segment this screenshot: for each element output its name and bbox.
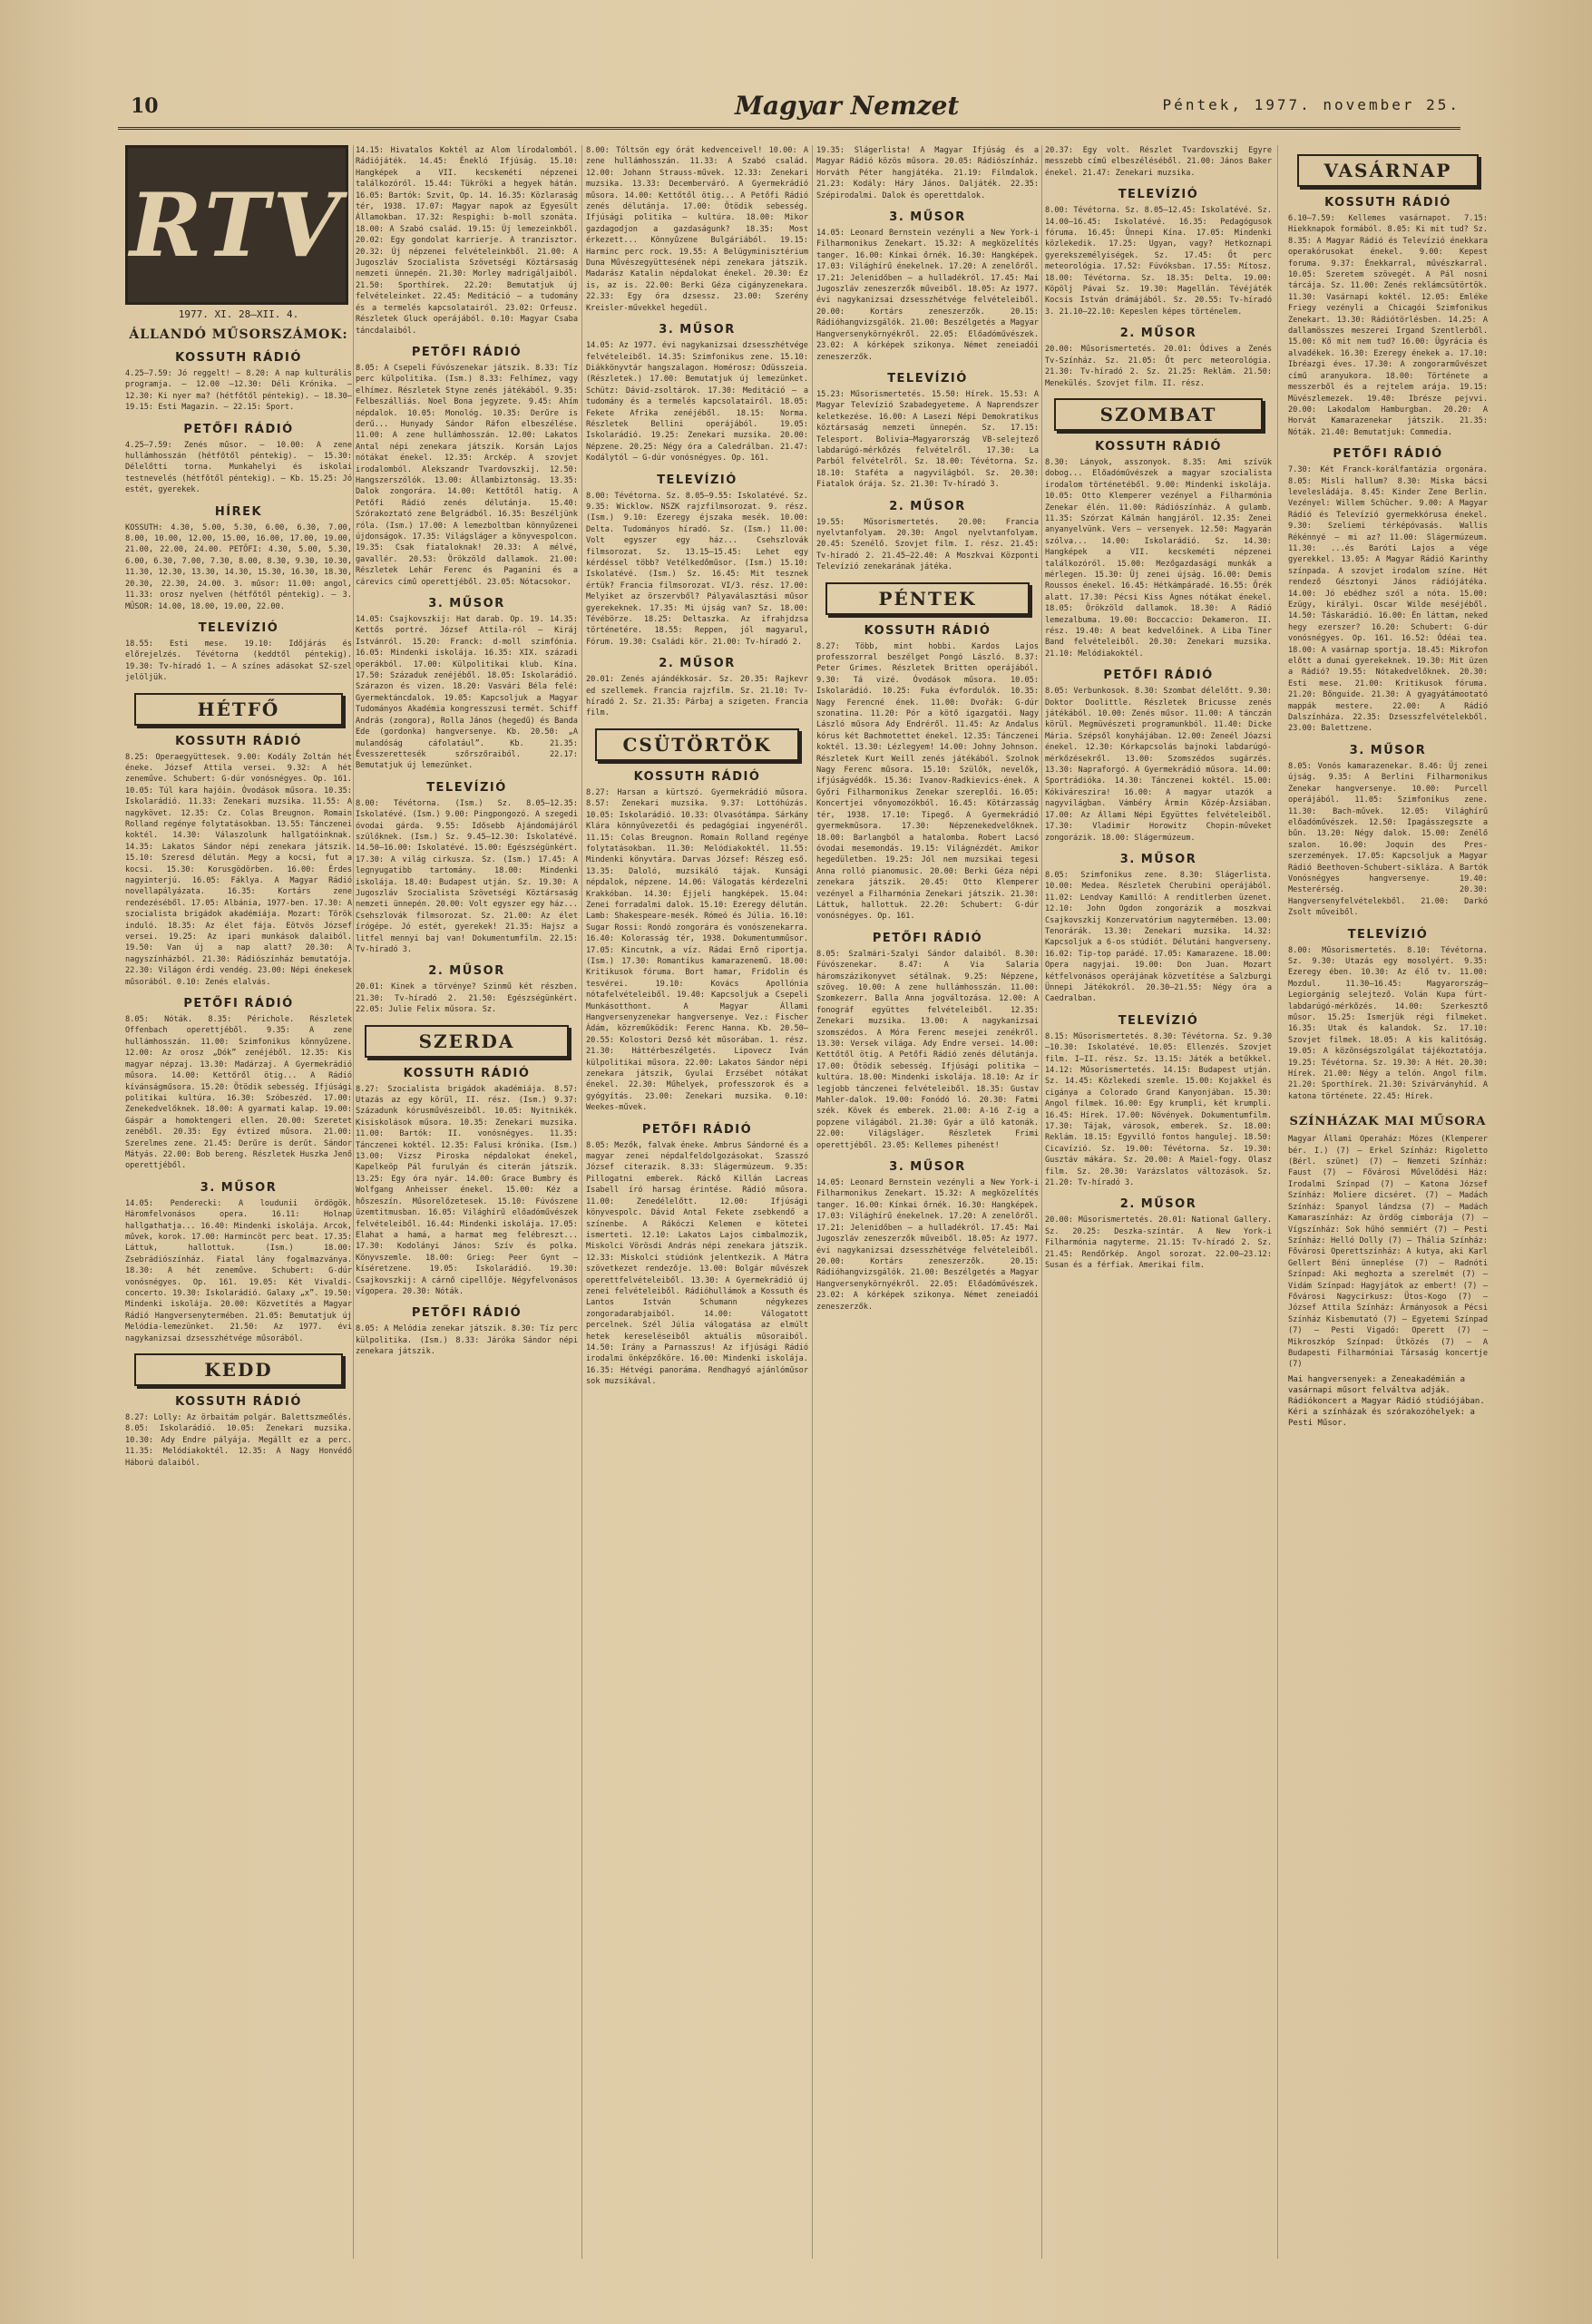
program-listing: 8.05: Szalmári-Szalyi Sándor dalaiból. 8.30: Fúvószenekar. 8.47: A Via Salaria háromszázikonyvet sétálnak. 9.25: Népzene, szöveg. 10.00: A zene hullámhosszán. 11.00: Szomkezerr. Balla Anna jogváltozása. 12.00: A fonográf együttes felvételeiből. 12.35: Zenekari muzsika. 13.00: A nagykanizsai szomszédos. A Móra Ferenc mesejei zenékről. 13.30: Versek világa. Ady Endre versei. 14.00: Kettőtől ötig. A Petőfi Rádió zenés délutánja. 17.00: Ötödik sebesség. Ifjúsági politika — kultúra. 18.00: Mindenki iskolája. 18.10: Az ír legjobb tánczenei felvételeiből. 18.35: Gustav Mahler-dalok. 19.00: Fonódó ló. 20.30: Fatmi szék. Kövek és emberek. 21.00: A-16 Z-ig a popzene világából. 21.30: Gyár a ülő katonák. 22.00: Világsláger. Részletek Frimi operettjéből. 23.05: Kellemes pihenést! [816, 949, 1039, 1150]
section-heading: PETŐFI RÁDIÓ [411, 345, 523, 359]
program-listing: 8.15: Műsorismertetés. 8.30: Tévétorna. Sz. 9.30—10.30: Iskolatévé. 10.05: Ellenzés. Szovjet film. I—II. rész. Sz. 13.15: Játék a betűkkel. 14.12: Műsorismertetés. 14.15: Budapest utján. Sz. 14.45: Közlekedi szemle. 15.00: Kojakkel és cigánya a Colorado Grand Kanyonjában. 15.30: Angol filmek. 16.00: Egy krumpli, két krumpli. 16.45: Hírek. 17.00: Növények. Dokumentumfilm. 17.30: Tájak, városok, emberek. Sz. 18.00: Reklám. 18.15: Egyvilló fontos hangulej. 18.50: Cicavízió. Sz. 19.00: Tévétorna. Sz. 19.30: Gusztáv mákára. Sz. 20.00: A Maiel-fogy. Olasz film. Sz. 20.30: Varázslatos változások. Sz. 21.20: Tv-híradó 3. [1045, 1031, 1272, 1188]
section-heading: PETŐFI RÁDIÓ [183, 422, 294, 436]
section-heading: PETŐFI RÁDIÓ [1103, 669, 1214, 683]
program-listing: 14.15: Hivatalos Koktél az Alom lírodalomból. Rádiójáték. 14.45: Énekló Ifjúság. 15.10: Hangképek a VII. kecskeméti népzenei találkozóról. 15.44: Tükröki a hegyek hátán. 16.05: Bartók: Szvit, Op. 14. 16.35: Közlaraság tér, 1938. 17.07: Magyar napok az Egyesült Államokban. 17.32: Respighi: b-moll szonáta. 18.00: A Szabó család. 19.15: Új lemezeinkből. 20.02: Egy gondolat karrierje. A tranzisztor. 20.32: Új népzenei felvételeinkből. 21.00: A Jugoszláv Szocialista Szövetségi Köztársaság nemzeti ünnepén. 21.30: Morley madrigáljaiból. 21.50: Sporthírek. 22.20: Bemutatjuk új felvételeinket. 22.45: Meditáció — a tudomány és a termelés kapcsolatairól. 23.02: Orfeusz. Részletek Gluck operájából. 0.10: Magyar Csaba táncdalaiból. [356, 146, 578, 336]
day-title-thursday: CSÜTÖRTÖK [595, 728, 799, 761]
program-listing: 8.05: A Csepeli Fúvószenekar játszik. 8.33: Tíz perc külpolitika. (Ism.) 8.33: Felhímez, vagy elhímez. Részletek Styne zenés játékából. 9.35: Felbeszálliás. Noel Bona jegyzete. 9.45: Ahím népdalok. 10.05: Monológ. 10.35: Derűre is derű... Hunyady Sándor Ráfon elbeszélése. 11.00: A zene hullámhosszán. 12.00: Lakatos Antal népi zenekara játszik. Korsán Lajos nótákat énekel. 12.35: Arckép. A szovjet irodalomból. Alekszandr Tvardovszkij. 12.50: Hangszerszólók. 13.00: Állambiztonság. 13.35: Dalok zongorára. 14.00: Kettőtől hatig. A Petőfi Rádió zenés délutánja. 15.40: Szórakoztató zene Belgrádból. 16.35: Beszéljünk róla. (Ism.) 17.00: A lemezboltban könnyűzenei újdonságok. 17.35: Világsláger a könyvespolcon. 19.35: Csak fiataloknak! 20.33: A mélvé, gavallér. 20.53: Örökzöld dallamok. 21.00: Részletek Lehár Ferenc és Paganini és a cárevics című operettjéből. 23.05: Nótacsokor. [356, 363, 578, 587]
section-heading: HÍREK [214, 504, 263, 519]
program-listing: 8.30: Lányok, asszonyok. 8.35: Ami szívük dobog... Előadóművészek a magyar szocialista irodalom történetéből. 9.00: Mindenki iskolája. 10.05: Otto Klemperer vezényel a Filharmónia Zenekar élén. 11.00: Rádiószínház. A gulamb. 11.35: Szórzat Kálmán hangjáról. 12.35: Zenei anyanyelvünk. Vers — versenyek. 12.50: Magyarán szólva... 14.00: Iskolarádió. Sz. 14.30: Hangképek a VII. kecskeméti népzenei találkozóról. 15.00: Mezőgazdasági munkák a mérlegen. 15.30: Üj zenei újság. 16.00: Demis Roussos énekel. 16.45: Hétkámpáradé. 16.55: Őrék alatt. 17.30: Pécsi Kiss Ágnes nótákat énekel. 18.05: Örökzöld dallamok. 18.30: A Rádió lemezalbuma. 19.00: Boccaccio: Dekameron. II. rész. 19.40: A beat kedvelőinek. A Liba Tiner Band felvételeiből. 20.30: Zenekari muzsika. 21.10: Melódiakoktél. [1045, 457, 1272, 659]
theatre-listing: Magyar Állami Operaház: Mózes (Klemperer bér. I.) (7) — Erkel Színház: Rigoletto (Bérl. szünet) (7) — Nemzeti Színház: Faust (7) — Fővárosi Művelődési Ház: Irodalmi Színpad (7) — Katona József Színház: Moliere dicséret. (7) — Madách Színház: Spanyol lándzsa (7) — Madách Kamaraszínház: Az ördög cimborája (7) — Vígszínház: Sok hűhó semmiért (7) — Pesti Színház: Helló Dolly (7) — Thália Színház: Fővárosi Operettszínház: A kutya, aki Karl Gellert Béni ünneplése (7) — Radnóti Színpad: Aki meghozta a szerelmét (7) — Vidám Színpad: Hagyjátok az embert! (7) — Fővárosi Nagycirkusz: Ütos-Kogo (7) — József Attila Színház: Ármányosok a Pécsi Színház Kisbemutató (7) — Egyetemi Színpad (7) — Pesti Vigadó: Operett (7) — Mikroszkóp Színpad: Ütközés (7) — A Budapesti Filharmóniai Társaság koncertje (7) [1288, 1135, 1488, 1370]
day-title-monday: HÉTFŐ [134, 693, 343, 726]
day-title-sunday: VASÁRNAP [1297, 154, 1479, 187]
column-rule [581, 145, 582, 2259]
section-heading: 2. MŰSOR [659, 657, 736, 671]
section-heading: PETŐFI RÁDIÓ [183, 997, 294, 1011]
program-listing: 8.05: Vonós kamarazenekar. 8.46: Üj zenei újság. 9.35: A Berlini Filharmonikus Zenekar hangversenye. 10.00: Purcell operájából. 11.05: Szimfonikus zene. 11.30: Bach-művek. 12.05: Világhírű előadóművészek. 12.50: Ipagásszegszte a bűn. 13.20: Négy dalok. 15.00: Zenélő szalon. 16.00: Joquin des Pres-szerzemények. 17.05: Kapcsoljuk a Magyar Rádió Beethoven-Schubert-sikláza. A Bartók Vonósnégyes hangversenye. 19.40: Mesterérség. 20.30: Hangversenyfelvételekből. 21.00: Darkó Zsolt műveiből. [1288, 761, 1488, 918]
issue-date: Péntek, 1977. november 25. [1162, 96, 1460, 113]
theatre-heading: SZÍNHÁZAK MAI MŰSORA [1289, 1115, 1487, 1129]
section-heading: KOSSUTH RÁDIÓ [864, 623, 991, 638]
program-listing: 8.05: Nóták. 8.35: Périchole. Részletek Offenbach operettjéből. 9.35: A zene hullámhosszán. 11.00: Szimfonikus könnyűzene. 12.00: Az orosz „Dók” zenéjéből. 12.35: Kis magyar népzaj. 13.30: Madárzaj. A Gyermekrádió műsora. 14.00: Kettőről ötig... A Rádió kívánságműsora. 15.20: Ötödik sebesség. Ifjúsági politikai kultúra. 16.30: Szóbeszéd. 17.00: Zenekedvelőknek. 18.00: A gyarmati kalap. 19.00: Gáspár a homoktengeri ellen. 20.00: Szeretet zenéből. 20.35: Egy évtized műsora. 21.00: Szerelmes zene. 21.45: Derűre is derűt. Sándor Mátyás. 22.00: Bob bereng. Részletek Huszka Jenő operettjéből. [125, 1015, 352, 1171]
fixed-programs-heading: ÁLLANDÓ MŰSORSZÁMOK: [129, 327, 348, 342]
program-listing: 15.23: Műsorismertetés. 15.50: Hírek. 15.53: A Magyar Televízió Szabadegyeteme. A Naprendszer keletkezése. 16.00: A Lasezi Népi Demokratikus köztársaság nemzeti ünnepén. Sz. 17.15: Telesport. Bolivia—Magyarország VB-selejtező labdarúgó-mérkőzés felvételről. 17.30: La Parból felvételről. Sz. 18.00: Tévétorna. Sz. 18.10: Staféta a nagyvilágból. Sz. 20.30: Fiatalok órája. Sz. 21.30: Tv-híradó 3. [816, 389, 1039, 490]
column-rule [1277, 145, 1278, 2259]
column-rule [812, 145, 813, 2259]
program-listing: 4.25—7.59: Jó reggelt! — 8.20: A nap kulturális programja. — 12.00 —12.30: Déli Krónika. — 12.30: Ki nyer ma? (hétfőtől péntekig). — 18.30—19.15: Esti Magazin. — 22.15: Sport. [125, 369, 352, 413]
program-listing: 8.00: Műsorismertetés. 8.10: Tévétorna. Sz. 9.30: Utazás egy mosolyért. 9.35: Ezeregy ében. 10.30: Az élő tv. 11.00: Mozdul. 11.30—16.45: Magyarország—Legiorgánig selejtező. Volán Kupa fúrt-labdarúgó-mérkőzés. 14.00: Szerkesztő műsor. 15.25: Ismerjük régi filmeket. 16.35: Utak és kalandok. Sz. 17.10: Szovjet filmek. 18.05: A kis kalitóság. 19.05: A közönségszolgálat tájékoztatója. 19.25: Tévétorna. Sz. 19.30: A Hét. 20.30: Hírek. 21.00: Négy a telón. Angol film. 21.20: Sporthírek. 21.30: Szivárványhíd. A katona története. 22.45: Hírek. [1288, 945, 1488, 1101]
column-2 [356, 145, 578, 2286]
page-header [118, 87, 1460, 130]
section-heading: 3. MŰSOR [428, 597, 505, 611]
program-listing: 8.05: Szimfonikus zene. 8.30: Slágerlista. 10.00: Medea. Részletek Cherubini operájából. 11.02: Lendvay Kamilló: A renditlerben üzenet. 12.10: John Ogdon zongorázik a moszkvai Csajkovszkij Konzervatórium nagytermében. 13.00: Tenorárák. 13.30: Zenekari muzsika. 14.32: Kapcsoljuk a 6-os stúdiót. Délutáni hangverseny. 16.02: Tip-top parádé. 17.05: Kamarazene. 18.00: Opera nagyjai. 19.00: Don Juan. Mozart kétfelvonásos operájának közvetítése a Salzburgi Ünnepi Játékokról. 20.30—21.55: Négy óra a Caedralban. [1045, 870, 1272, 1004]
program-listing: 20.00: Műsorismertetés. 20.01: National Gallery. Sz. 20.25: Deszka-színtár. A New York-i Filharmónia nagyterme. 21.15: Tv-híradó 2. Sz. 21.45: Rendőrkép. Angol sorozat. 22.00—23.12: Susan és a férfiak. Amerikai film. [1045, 1216, 1272, 1271]
program-listing: 8.00: Tóltsön egy órát kedvenceivel! 10.00: A zene hullámhosszán. 11.33: A Szabó család. 12.00: Johann Strauss-művek. 12.33: Zenekari muzsika. 13.33: Decemberváró. A Gyermekrádió műsora. 14.00: Kettőtől ötig... A Petőfi Rádió zenés délutánja. 17.00: Ötödik sebesség. Ifjúsági politika — kultúra. 18.00: Mikor gazdagodjon a gazdaságunk? 18.35: Most érkezett... Könnyűzene Bulgáriából. 19.15: Harminc perc rock. 19.55: A Belügyminisztérium Duna Művészegyüttesének népi zenekara játszik. Madarász Katalin népdalokat énekel. 20.30: Ez is, az is. 22.00: Berki Géza cigányzenekara. 22.33: Egy óra dzsessz. 23.00: Szerény Kreisler-művekkel hegedül. [586, 146, 808, 313]
program-listing: 8.27: Lolly: Az örbaitám polgár. Balettszmeőlés. 8.05: Iskolarádió. 10.05: Zenekari muzsika. 10.30: Ady Endre pályája. Megállt ez a perc. 11.35: Melódiakoktél. 12.35: A Nagy Honvédő Háború dalaiból. [125, 1413, 352, 1468]
column-rule [1041, 145, 1042, 2259]
rtv-issue: 1977. XI. 28—XII. 4. [178, 308, 299, 320]
program-listing: KOSSUTH: 4.30, 5.00, 5.30, 6.00, 6.30, 7.00, 8.00, 10.00, 12.00, 15.00, 16.00, 17.00, 19.00, 21.00, 22.00, 24.00. PETŐFI: 4.30, 5.00, 5.30, 6.00, 6.30, 7.00, 7.30, 8.00, 8.30, 9.30, 10.30, 11.30, 12.30, 13.30, 14.30, 15.30, 16.30, 18.30, 20.30, 22.30, 24.00. 3. műsor: 11.00: angol, 11.33: orosz nyelven (hétfőtől péntekig). — 3. MŰSOR: 14.00, 18.00, 19.00, 22.00. [125, 522, 352, 611]
program-listing: 20.37: Egy volt. Részlet Tvardovszkij Egyre messzebb című elbeszéléséből. 21.00: János Baker énekel. 21.47: Zenekari muzsika. [1045, 146, 1272, 178]
program-listing: 14.05: Penderecki: A loudunii ördögök. Háromfelvonásos opera. 16.11: Holnap hallgathatja... 16.40: Mindenki iskolája. Arcok, művek, korok. 17.00: Harmincöt perc beat. 17.35: Láttuk, hallottuk. (Ism.) 18.00: Zsebrádiószínház. Fiatal lány fogalmazványa. 18.30: A hét zeneműve. Schubert: G-dúr vonósnégyes. Op. 161. 19.05: Két Vivaldi-concerto. 19.30: Iskolarádió. Galaxy „x”. 19.50: Mindenki iskolája. 20.00: Közvetítés a Magyar Rádió Hangversenytermében. 21.05: Bemutatjuk új Melódia-lemezünket. 21.50: Az 1977. évi nagykanizsai dzsesszhétvége műsorából. [125, 1198, 352, 1343]
section-heading: 3. MŰSOR [1349, 743, 1427, 757]
column-1 [125, 145, 352, 2286]
program-listing: 8.27: Harsan a kürtszó. Gyermekrádió műsora. 8.57: Zenekari muzsika. 9.37: Lottóhúzás. 10.05: Iskolarádió. 10.33: Olvasótámpa. Sárkány Klára könnyűvezetői és pedagógiai ingyenéről. 11.15: Colas Breugnon. Romain Rolland regénye folytatásokban. 11.30: Melódiakoktél. 11.55: Mindenki könyvtára. Darvas József: Részeg eső. 13.35: Daloló, muzsikáló tájak. Kunsági népdalok, népzene. 14.06: Válogatás kérdezelni Krakkóban. 14.30: Éjjeli hangképek. 15.04: Zenei forradalmi dalok. 15.10: Ezeregy délután. Lamb: Shakespeare-mesék. Rómeó és Júlia. 16.10: Sugar Rossi: Rondó zongorára és vonószenekarra. 16.40: Kolorasság tér, 1938. Dokumentumműsor. 17.05: Kincutnk, a víz. Rádai Ernő riportja. (Ism.) 17.30: Romantikus kamarazenemű. 18.00: Kritikusok fóruma. Bort hamar, Fridolin és tesvérei. 19.10: Kovács Apollónia nótafelvételeiből. 19.40: Kapcsoljuk a Csepeli Munkásotthont. A Magyar Állami Hangversenyzenekar hangversenye. Vez.: Fischer Ádám, közreműködik: Ferenc Hanna. Kb. 20.50—20.55: Kolostori Dezső két műsorában. 1. rész. 21.30: Háttérbeszélgetés. Lipovecz Iván külpolitikai műsora. 22.00: Lakatos Sándor népi zenekara játszik, Gyulai Erzsébet nótákat énekel. 22.30: Műhelyek, professzorok és a gyógyítás. 23.00: Zenekari muzsika. 0.10: Weekes-művek. [586, 787, 808, 1113]
program-listing: 8.00: Tévétorna. Sz. 8.05—9.55: Iskolatévé. Sz. 9.35: Wicklow. NSZK rajzfilmsorozat. 9. rész. (Ism.) 9.10: Ezeregy éjszaka mesék. 10.00: Delta. Tudományos híradó. Sz. (Ism.) 11.00: Volt egyszer egy ház... Csehszlovák filmsorozat. Sz. 13.15—15.45: Lehet egy kérdéssel több? Vetélkedőműsor. (Ism.) 15.10: Iskolatévé. (Ism.) Sz. 16.45: Mit tesznek értük? Francia filmsorozat. VI/3. rész. 17.00: Melyiket az örszervből? Pályaválasztási műsor gyerekeknek. 17.35: Mi újság van? Sz. 18.00: Tévébörze. 18.25: Deltaszka. Az ifrahjdzsa történetére. 18.55: Reppen, jól magyarul, Fórum. 19.30: Családi kör. 21.00: Tv-híradó 2. [586, 491, 808, 647]
program-listing: 14.05: Az 1977. évi nagykanizsai dzsesszhétvége felvételeiből. 14.35: Szimfonikus zene. 15.10: Diákkönyvtár hangszalagon. Homérosz: Odüsszeia. (Részletek.) 17.00: Bemutatjuk új lemezünket. Schütz: Dávid-zsoltárok. 17.30: Meditáció — a tudomány és a termelés kapcsolatairól. 18.05: Fekete Afrika zenéjéből. 18.15: Norma. Részletek Bellini operájából. 19.05: Iskolarádió. 19.25: Zenekari muzsika. 20.00: Népzene. 20.25: Négy óra a Caledrálban. 21.47: Kodálytól — G-dúr vonósnégyes. Op. 161. [586, 341, 808, 464]
day-title-saturday: SZOMBAT [1054, 398, 1263, 431]
section-heading: PETŐFI RÁDIÓ [641, 1122, 753, 1137]
section-heading: 2. MŰSOR [1119, 327, 1197, 341]
section-heading: 3. MŰSOR [1119, 852, 1197, 866]
program-listing: 8.05: A Melódia zenekar játszik. 8.30: Tíz perc külpolitika. (Ism.) 8.33: Járóka Sándor népi zenekara játszik. [356, 1324, 578, 1357]
section-heading: PETŐFI RÁDIÓ [411, 1306, 523, 1321]
program-listing: 20.00: Műsorismertetés. 20.01: Ódives a Zenés Tv-Színház. Sz. 21.05: Őt perc meteorológia. 21.30: Tv-híradó 2. Sz. 21.25: Reklám. 21.50: Menekülés. Szovjet film. II. rész. [1045, 345, 1272, 388]
section-heading: KOSSUTH RÁDIÓ [1095, 439, 1222, 454]
footer-note: Mai hangversenyek: a Zeneakadémián a vasárnapi műsort felváltva adják. Rádiókoncert a Magyar Rádió stúdiójában. Kéri a színházak és szórakozóhelyek: a Pesti Műsor. [1288, 1374, 1485, 1428]
program-listing: 19.35: Slágerlista! A Magyar Ifjúság és a Magyar Rádió közös műsora. 20.05: Rádiószínház. Horváth Péter hangjátéka. 21.19: Filmdalok. 21.23: Kodály: Háry János. Daljáték. 22.35: Szépirodalmi. Dalok és operettdalok. [816, 146, 1039, 200]
section-heading: TELEVÍZIÓ [198, 620, 279, 635]
program-listing: 20.01: Kinek a törvénye? Szinmű két részben. 21.30: Tv-híradó 2. 21.50: Egészségünkért. 22.05: Julie Felix műsora. Sz. [356, 982, 578, 1015]
program-listing: 8.00: Tévétorna. Sz. 8.05—12.45: Iskolatévé. Sz. 14.00—16.45: Iskolatévé. 16.35: Pedagógusok fóruma. 16.45: Ünnepi Kína. 17.05: Mindenki közlekedik. 17.25: Ugyan, vagy? Hetkoznapi gyerekszemélyiségek. Sz. 17.45: Őt perc meteorológia. 17.52: Fúvóksban. 17.55: Mítosz. 18.00: Tévétorna. Sz. 18.35: Delta. 19.00: Köpölj Pávai Sz. 19.30: Magellán. Tévéjáték Kocsis István drámájából. Sz. 20.55: Tv-híradó 3. 21.10—22.10: Kepeslen képes történelem. [1045, 206, 1272, 317]
section-heading: TELEVÍZIÓ [1118, 1013, 1199, 1028]
section-heading: 3. MŰSOR [200, 1180, 278, 1195]
column-5 [1045, 145, 1272, 2286]
program-listing: 14.05: Leonard Bernstein vezényli a New York-i Filharmonikus Zenekart. 15.32: A megközelítés tanger. 16.00: Kínkai őrnék. 16.30: Hangképek. 17.03: Világhírű énekelnek. 17.20: A zenelőről. 17.21: Jelenidőben — a hulladékról. 17.45: Mai Jugoszláv zeneszerzők műveiből. 18.05: Az 1977. évi nagykanizsai dzsesszhétvége felvételeiből. 20.00: Kortárs zeneszerzők. 20.15: Rádióhangvizsgálók. 21.00: Beszélgetés a Magyar Hangversenykörnyékről. 22.05: Előadóművészek. 23.02: A kórképek szikonya. Német zeneiadói zeneszerzők. [816, 229, 1039, 362]
program-listing: 8.00: Tévétorna. (Ism.) Sz. 8.05—12.35: Iskolatévé. (Ism.) 9.00: Pingpongozó. A szegedi óvodai gárda. 9.55: Idősebb Ajándomájáról szülőknek. (Ism.) Sz. 9.45—12.30: Iskolatévé. 14.50—16.00: Iskolatévé. 15.00: Egészségünkért. 17.30: A világ cirkusza. Sz. (Ism.) 17.45: A legnyugatibb tartomány. 18.00: Mindenki iskolája. 18.40: Budapest utján. Sz. 19.30: A Jugoszláv Szocialista Szövetségi Köztársaság nemzeti ünnepén. 20.00: Volt egyszer egy ház... Csehszlovák filmsorozat. Sz. 21.00: Az élet írógépe. Jó estét, gyerekek! 21.35: Hajsz a litfel mennyi baj van! Dokumentumfilm. 22.15: Tv-híradó 3. [356, 798, 578, 954]
newspaper-title: Magyar Nemzet [735, 91, 960, 121]
column-3 [586, 145, 808, 2286]
program-listing: 14.05: Csajkovszkij: Hat darab. Op. 19. 14.35: Kettős portré. József Attila-ról — Kiráj Istvánról. 15.20: Franck: d-moll szimfónia. 16.05: Mindenki iskolája. 16.35: XIX. századi operákból. 17.00: Külpolitikai klub. Kína. 17.50: Századuk zenéjéből. 18.05: Iskolarádió. Szárazon és vizen. 18.20: Vasvári Béla felé: Gyermektáncdalok. 19.05: Kapcsoljuk a Magyar Tudományos Akadémia kongresszusi termét. Schiff András (zongora), Rolla János (hegedű) és Banda Ede (gordonka) hangversenye. Kb. 20.50: „A mulandóság cáfolatául”. Kb. 21.35: Évesszerettesék szőrszőraiból. 22.17: Bemutatjuk új lemezünket. [356, 615, 578, 771]
program-listing: 8.27: Szocialista brigádok akadémiája. 8.57: Utazás az egy körül, II. rész. (Ism.) 9.37: Századunk kórusművészeiből. 10.05: Nyitnikék. Kisiskolások műsora. 10.35: Zenekari muzsika. 11.00: Bartók: II. vonósnégyes. 11.35: Tánczenei koktél. 12.35: Falusi krónika. (Ism.) 13.00: Vizsz Piroska népdalokat énekel, Kapelkeöp Pál furulyán és citerán játszik. 13.25: Egy óra nyár. 14.00: Grace Bumbry és Wolfgang Anheisser énekel. 15.00: Kéz a hőszeszín. Műsorelőzetesek. 15.10: Fúvószene üzemtitmusban. 16.05: Világhírű előadóművészek felvételeiből. 16.44: Mindenki iskolája. 17.05: Elahat a hamá, a harmat meg felébreszt... 17.30: Kodolányi János: Szív és polka. Könyvszemle. 18.00: Grieg: Peer Gynt — kíséretzene. 19.05: Iskolarádió. 19.30: Csajkovszkij: A cárnő cipellője. Négyfelvonásos vígopera. 20.30: Nóták. [356, 1084, 578, 1296]
program-listing: 7.30: Két Franck-korálfantázia orgonára. 8.05: Misli hallum? 8.30: Miska bácsi levelesládája. 8.45: Kinder Zene Berlin. Vezényel: Willem Schücher. 9.00: A Magyar Rádió és Televízió gyermekkórusa énekel. 9.30: Szeliemi térképóvasás. Wallis Rékénnyé — mi az? 11.00: Slágermúzeum. 11.30: ...és Baróti Lajos a vége gyerekkel. 13.05: A Magyar Rádió Karinthy színpada. A szovjet irodalom színe. Hét rendező Gésztonyi János rádiójátéka. 14.00: Jó ebédhez szól a nóta. 15.00: Ezügy, királyi. Oscar Wilde meséjéből. 14.50: Táskarádió. 16.00: Én láttam, neked hegy ezerszer? 16.20: Schubert: G-dúr vonósnégyes. Op. 161. 16.52: Ódéai tea. 18.00: A vasárnap sportja. 18.45: Mikrofon előtt a dunai gyerekeknek. 19.30: Mit üzen a Rádió? 19.55: Nótakedvelőknek. 20.30: Esti mese. 21.00: Kritikusok fóruma. 21.20: Bőnguide. 21.30: A gyagyátámootató mappák mestere. 22.00: A Rádió Dalszínháza. 22.35: Dzsesszfelvételekből. 23.00: Balettzene. [1288, 465, 1488, 734]
section-heading: KOSSUTH RÁDIÓ [403, 1066, 531, 1080]
section-heading: KOSSUTH RÁDIÓ [633, 769, 761, 784]
program-listing: 19.55: Műsorismertetés. 20.00: Francia nyelvtanfolyam. 20.30: Angol nyelvtanfolyam. 20.45: Szenélő. Szovjet film. I. rész. 21.45: Tv-híradó 2. 21.45—22.40: A Moszkvai Központi Televízió zenekarának játéka. [816, 517, 1039, 572]
column-6 [1288, 145, 1488, 2286]
page-number: 10 [131, 94, 159, 118]
program-listing: 8.27: Több, mint hobbi. Kardos Lajos professzorral beszélget Pongó László. 8.37: Peter Grimes. Részletek Britten operájából. 9.30: Tá vizé. Óvodások műsora. 10.05: Iskolarádió. 10.25: Fuka évfordulók. 10.35: Nagy Ferencné ének. 11.00: Dvořák: G-dúr szonatina. 11.20: Pór a kötő igazgatói. Nagy László műsora Ady Endréről. 11.45: Az Andalus kórus két Bachmotettet énekel. 12.35: Tánczenei koktél. 13.30: Lézlegyem! 14.00: Johny Johnson. Részletek Kurt Weill zenés játékából. Szolnok Nagy Ferenc műsora. 15.10: Szülők, nevelők, ifjúságvédők. 15.36: Ivanov-Radkievics-ének. A Győri Filharmonikus Zenekar szereplői. 16.05: Koncertjei vőnyomozókból. 16.45: Kötárzasság tér, 1938. 17.10: Tipegő. A Gyermekrádió gyermekműsora. 17.30: Népzenekedvelőknek. 18.00: Barlangból a hatalomba. Robert Lacsó óvodai mesemondás. 19.15: Világnézdét. Amikor hegedületben. 19.25: Jól nem muzsikai tegesi Anna rolló pianomusic. 20.00: Berki Géza népi zenekara játszik. 20.45: Otto Klemperer vezényel a Filharmónia Zenekari játszik. 21.30: Láttuk, hallottuk. 22.20: Schubert: G-dúr vonósnégyes. Op. 161. [816, 641, 1039, 922]
section-heading: PETŐFI RÁDIÓ [1333, 447, 1443, 462]
column-4 [816, 145, 1039, 2286]
section-heading: 2. MŰSOR [428, 964, 505, 979]
section-heading: 3. MŰSOR [889, 1160, 966, 1175]
rtv-logo: RTV [125, 145, 348, 305]
program-listing: 14.05: Leonard Bernstein vezényli a New York-i Filharmonikus Zenekart. 15.32: A megközelítés tanger. 16.00: Kínkai őrnék. 16.30: Hangképek. 17.03: Világhírű énekelnek. 17.20: A zenelőről. 17.21: Jelenidőben — a hulladékról. 17.45: Mai Jugoszláv zeneszerzők műveiből. 18.05: Az 1977. évi nagykanizsai dzsesszhétvége felvételeiből. 20.00: Kortárs zeneszerzők. 20.15: Rádióhangvizsgálók. 21.00: Beszélgetés a Magyar Hangversenykörnyékről. 22.05: Előadóművészek. 23.02: A kórképek szikonya. Német zeneiadói zeneszerzők. [816, 1178, 1039, 1312]
section-heading: TELEVÍZIÓ [657, 473, 737, 487]
section-heading: KOSSUTH RÁDIÓ [1324, 196, 1451, 210]
section-heading: TELEVÍZIÓ [1118, 188, 1199, 202]
section-heading: KOSSUTH RÁDIÓ [175, 351, 302, 365]
section-heading: KOSSUTH RÁDIÓ [175, 1395, 302, 1410]
section-heading: TELEVÍZIÓ [426, 780, 507, 795]
section-heading: TELEVÍZIÓ [887, 371, 968, 386]
section-heading: 2. MŰSOR [1119, 1197, 1197, 1212]
program-listing: 8.05: Mezők, falvak éneke. Ambrus Sándorné és a magyar zenei népdalfeldolgozásokat. Szasszó József citerazik. 8.33: Slágermúzeum. 9.35: Pillogatni emberek. Ráckő Killán Lacreas Isabell író harsag érintése. Rádió műsora. 11.00: Zenedélelőtt. 12.00: Ifjúsági könyvespolc. Dávid Antal Fekete zsebkendő a színenbe. A Rákóczi Kelemen e kötetei ismerteti. 12.10: Lakatos Lajos cimbalmozik, Miskolci Vörösdi András népi zenekara játszik. 12.33: Miskolci stúdiónk jelentkezik. A Mátra szövetkezet rendezője. 13.00: Bolgár művészek operettfelvételeiből. 13.30: A Gyermekrádió új zenei felvételeiből. Rádióhullámok a Kossuth és Lantos István Schumann négykezes zongoradarabjaiból. 14.00: Válogatott percelnek. Szél Júlia válogatása az elmúlt hetek kereseléseiből aktuális műsoraiból. 14.50: Irány a Parnasszus! Az ifjúsági Rádió irodalmi önképzőköre. 16.00: Mindenki iskolája. 16.35: Hétvégi panoráma. Rendhagyó ajánlóműsor sok muzsikával. [586, 1140, 808, 1387]
program-listing: 4.25—7.59: Zenés műsor. — 10.00: A zene hullámhosszán (hétfőtől péntekig). — 15.30: Délelőtti torna. Munkahelyi és iskolai testnevelés (hétfőtől péntekig). — Kb. 15.25: Jó estét, gyerekek. [125, 440, 352, 495]
program-listing: 8.05: Verbunkosok. 8.30: Szombat délelőtt. 9.30: Doktor Doolittle. Részletek Bricusse zenés játékából. 10.00: Zenés műsor. 11.00: A tánczán körül. Megmüvészeti programunkból. 11.40: Dicke Mária. Szépsől konyhájában. 12.00: Zeneél Jóazsi énekel. 12.30: Kórkapcsolás bajnoki labdarúgó-mérkőzésekről. 13.00: Szomszédos sugárzés. 13.30: Napraforgó. A Gyermekrádió műsora. 14.00: Sportrádióka. 14.30: Tánczenei koktél. 15.00: Kókiváreszira! 16.00: A magyar utazók a nagyvilágban. Vámbéry Ármin Közép-Ázsiában. 17.00: Az Állami Népi Együttes felvételeiből. 17.30: Vladimir Horowitz Chopin-műveket zongorázik. 18.00: Slágermúzeum. [1045, 687, 1272, 843]
program-listing: 20.01: Zenés ajándékkosár. Sz. 20.35: Rajkevr ed szellemek. Francia rajzfilm. Sz. 21.10: Tv-híradó 2. Sz. 21.35: Párbaj a szigeten. Francia film. [586, 675, 808, 718]
program-listing: 18.55: Esti mese. 19.10: Időjárás és előrejelzés. Tévétorna (keddtől péntekig). 19.30: Tv-híradó 1. — A színes adásokat SZ-szel jelöljük. [125, 639, 352, 683]
section-heading: 3. MŰSOR [659, 323, 736, 337]
section-heading: 3. MŰSOR [889, 210, 966, 225]
day-title-tuesday: KEDD [134, 1353, 343, 1386]
program-listing: 8.25: Operaegyüttesek. 9.00: Kodály Zoltán hét éneke. József Attila versei. 9.32: A hét zeneműve. Schubert: G-dúr vonósnégyes. Op. 161. 10.05: Túl kara hajóin. Óvodások műsora. 10.35: Iskolarádió. 11.33: Zenekari muzsika. 11.55: A nagykövet. 12.35: Cz. Colas Breugnon. Romain Rolland regénye folytatásokban. 13.55: Tánczenei koktél. 14.30: Válaszolunk hallgatóinknak. 14.35: Lakatos Sándor népi zenekara játszik. 15.10: Szeresd délután. Megy a kocsi, fut a kocsi. 15.30: Korusgödörben. 16.00: Érdes nagyinterjú. 16.05: Fáklya. A Magyar Rádió novellapályázata. 16.35: Kortárs zene rendezéséből. 17.05: Albánia, 1977-ben. 17.30: A szocialista brigádok akadémiája. Mozart: Török induló. 18.35: Az élet fája. Eötvös József versei. 19.25: Az ipari munkások dalaiból. 19.50: Van új a nap alatt? 20.30: A nagyszínházból. 21.30: Rádiószínház bemutatója. 22.30: Világon érdi vendég. 23.00: Népi énekesek műsorából. 0.10: Zenés elalvás. [125, 752, 352, 987]
section-heading: TELEVÍZIÓ [1347, 927, 1429, 942]
day-title-friday: PÉNTEK [825, 582, 1030, 615]
program-listing: 6.10—7.59: Kellemes vasárnapot. 7.15: Hiekknapok formából. 8.05: Ki mit tud? Sz. 8.35: A Magyar Rádió és Televízió énekkara operakórusokat énekel. 9.00: Kepest foruma. 9.37: Énekkarral, művészkarral. 10.05: Szeretem szövegét. A Pál nosni tárcája. Sz. 11.00: Zenés reklámcsütörtök. 11.30: Vasárnapi koktél. 12.05: Emléke Friegy vezényli a Chicagói Szimfonikus Zenekart. 13.30: Rádiótörlésben. 14.25: A dallamösszes meszerei Irgand Szentlerből. 15.00: Kő mit nem tud? 16.00: Ügyrácia és alvadékek. 16.30: Ezeregy énekek a. 17.10: Ibréazgi éves. 17.30: A zongorarművészet című aranyukora. 18.00: Története a messzerből és a rejtelem arája. 19.15: Müvészlemezek. 19.40: Ibrésze pejvvi. 20.00: Lakodalom Hamburgban. 20.20: A Horvát Kamarazenekar játszik. 21.35: Nóták. 21.40: Bemutatjuk: Commedia. [1288, 214, 1488, 437]
section-heading: PETŐFI RÁDIÓ [872, 931, 983, 945]
column-rule [353, 145, 354, 2259]
section-heading: 2. MŰSOR [889, 499, 966, 513]
section-heading: KOSSUTH RÁDIÓ [175, 734, 302, 748]
day-title-wednesday: SZERDA [365, 1025, 569, 1058]
